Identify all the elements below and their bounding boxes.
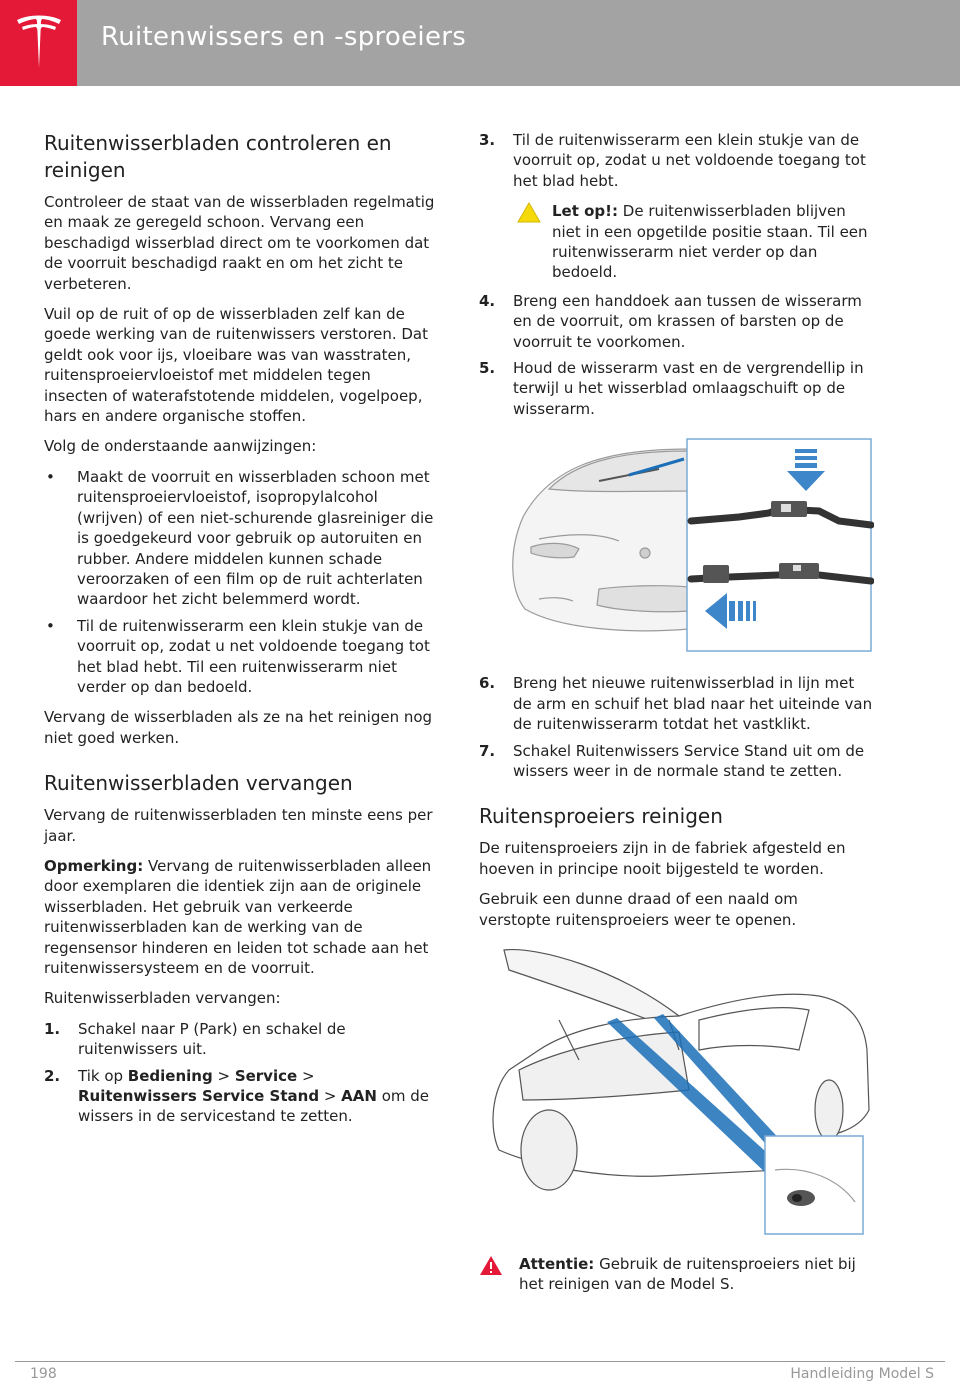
paragraph: Ruitenwisserbladen vervangen: [44, 989, 281, 1008]
paragraph: Vervang de wisserbladen als ze na het reinigen nog niet goed werken. [44, 708, 433, 747]
list-item: • Til de ruitenwisserarm een klein stukje van de voorruit op, zodat u net voldoende toegang tot het blad hebt. Til een ruitenwisserarm niet verder op dan bedoeld. [46, 616, 430, 696]
step-item: 5. Houd de wisserarm vast en de vergrendellip in terwijl u het wisserblad omlaagschuift op de wisserarm. [479, 359, 864, 418]
manual-title: Handleiding Model S [790, 1366, 934, 1382]
paragraph: Gebruik een dunne draad of een naald om verstopte ruitensproeiers weer te openen. [479, 890, 798, 929]
section-heading-check-clean: Ruitenwisserbladen controleren en reinigen [44, 131, 392, 182]
section-heading-washers: Ruitensproeiers reinigen [479, 804, 723, 829]
instructions-list [44, 467, 436, 697]
step-item: 4. Breng een handdoek aan tussen de wisserarm en de voorruit, om krassen of barsten op de voorruit te voorkomen. [479, 291, 862, 351]
step-item: 6. Breng het nieuwe ruitenwisserblad in lijn met de arm en schuif het blad naar het uiteinde van de ruitenwisserarm totdat het vastklikt. [479, 674, 873, 734]
paragraph: De ruitensproeiers zijn in de fabriek afgesteld en hoeven in principe nooit bijgesteld te worden. [479, 839, 846, 878]
step-item: 1. Schakel naar P (Park) en schakel de ruitenwissers uit. [44, 1019, 346, 1059]
brand-logo [0, 0, 77, 86]
car-front-illustration [513, 449, 689, 631]
tesla-logo-icon [13, 14, 65, 72]
right-column [479, 130, 874, 1295]
paragraph: Vervang de ruitenwisserbladen ten minste eens per jaar. [44, 806, 433, 845]
warning-triangle-icon [517, 202, 541, 223]
left-column [44, 130, 436, 1137]
steps-list [479, 673, 874, 781]
nozzle-detail-frame [765, 1136, 863, 1234]
steps-list [479, 130, 874, 191]
car-hood-illustration [479, 940, 874, 1240]
paragraph: Volg de onderstaande aanwijzingen: [44, 437, 317, 456]
caution-note: Attentie: Gebruik de ruitensproeiers niet bij het reinigen van de Model S. [479, 1254, 874, 1295]
wiper-blade-figure [479, 429, 874, 661]
page-number: 198 [30, 1366, 57, 1382]
page-title: Ruitenwissers en -sproeiers [101, 22, 467, 52]
page-header [0, 0, 960, 86]
step-item: 2. Tik op Bediening > Service > Ruitenwissers Service Stand > AAN om de wissers in de servicestand te zetten. [44, 1066, 430, 1126]
warning-note: Let op!: De ruitenwisserbladen blijven niet in een opgetilde positie staan. Til een ruitenwisserarm niet verder op dan bedoeld. [479, 201, 874, 283]
detail-frame [687, 439, 871, 651]
paragraph: Controleer de staat van de wisserbladen regelmatig en maak ze geregeld schoon. Vervang een beschadigd wisserblad direct om te voorkomen dat de voorruit beschadigd raakt en om het zicht te verbeteren. [44, 193, 435, 293]
step-item: 7. Schakel Ruitenwissers Service Stand uit om de wissers weer in de normale stand te zetten. [479, 741, 865, 780]
caution-triangle-icon [479, 1255, 503, 1276]
washer-nozzle-figure [479, 940, 874, 1240]
steps-list [479, 291, 874, 419]
wiper-illustration [479, 429, 874, 661]
list-item: • Maakt de voorruit en wisserbladen schoon met ruitensproeiervloeistof, isopropylalcohol (wrijven) of een niet-schurende glasreiniger die is goedgekeurd voor gebruik op autoruiten en rubber. Andere middelen kunnen schade veroorzaken of een film op de ruit achterlaten waardoor het zicht belemmerd wordt. [46, 467, 434, 609]
note: Opmerking: Vervang de ruitenwisserbladen alleen door exemplaren die identiek zijn aan de originele wisserbladen. Het gebruik van verkeerde ruitenwisserbladen kan de werking van de regensensor hinderen en leiden tot schade aan het ruitenwissersysteem en de voorruit. [44, 856, 432, 977]
step-item: 3. Til de ruitenwisserarm een klein stukje van de voorruit op, zodat u net voldoende toegang tot het blad hebt. [479, 131, 866, 190]
footer-divider [15, 1361, 945, 1362]
steps-list [44, 1019, 436, 1127]
paragraph: Vuil op de ruit of op de wisserbladen zelf kan de goede werking van de ruitenwissers verstoren. Dat geldt ook voor ijs, vloeibare was van wasstraten, ruitensproeiervloeistof met middelen tegen insecten of waterafstotende middelen, vogelpoep, hars en andere organische stoffen. [44, 305, 429, 426]
section-heading-replace: Ruitenwisserbladen vervangen [44, 771, 353, 796]
